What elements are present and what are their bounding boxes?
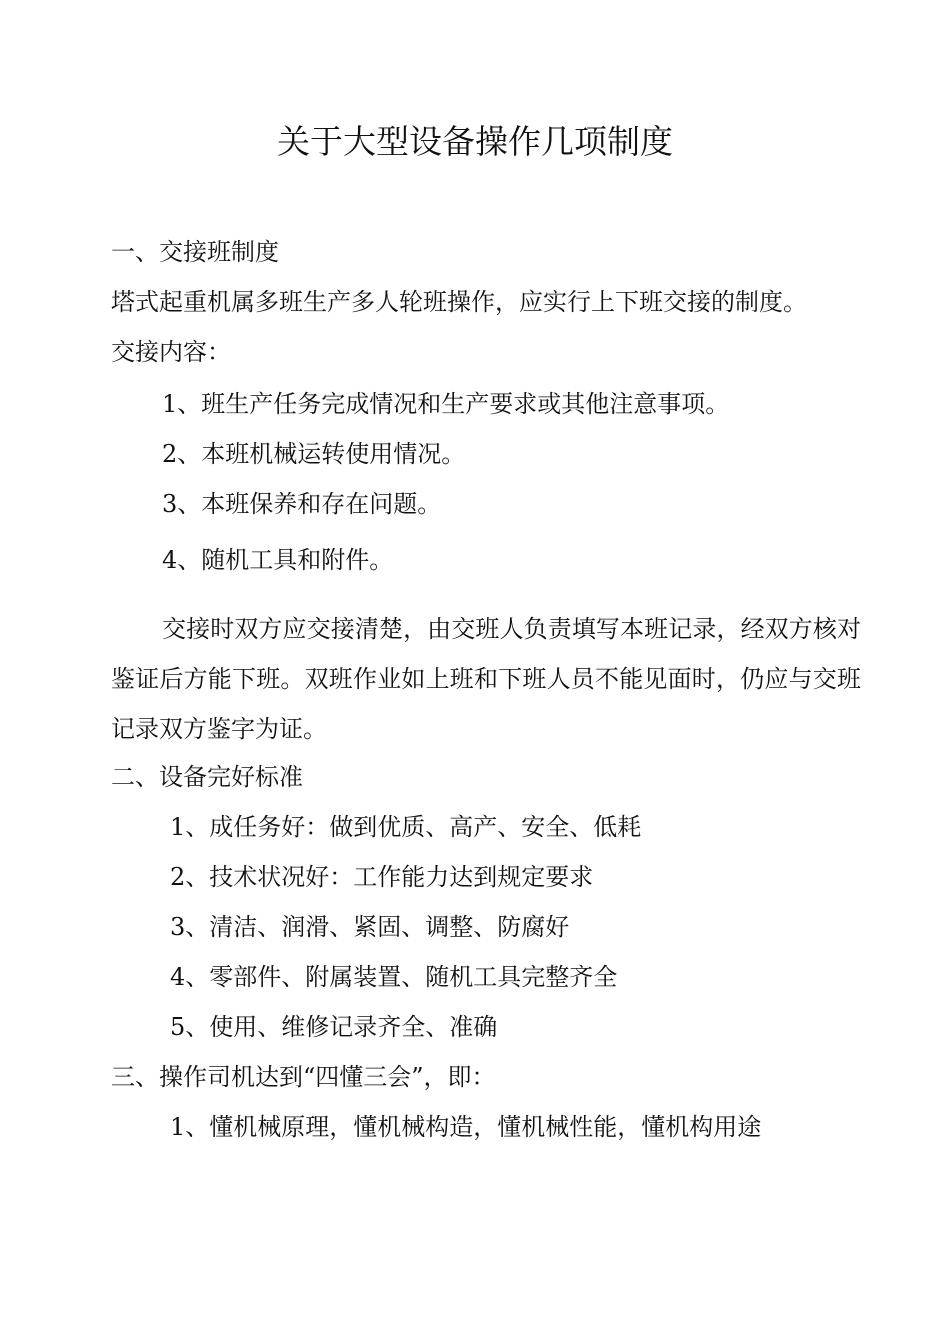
document-title: 关于大型设备操作几项制度 — [277, 122, 673, 161]
section-2-item: 5、使用、维修记录齐全、准确 — [170, 1013, 498, 1041]
section-3-heading: 三、操作司机达到“四懂三会”，即： — [111, 1063, 496, 1091]
section-1-item: 3、本班保养和存在问题。 — [162, 490, 442, 518]
section-2-heading: 二、设备完好标准 — [111, 763, 303, 791]
section-2-item: 2、技术状况好：工作能力达到规定要求 — [170, 863, 594, 891]
section-1-item: 1、班生产任务完成情况和生产要求或其他注意事项。 — [162, 390, 730, 418]
section-2-item: 1、成任务好：做到优质、高产、安全、低耗 — [170, 813, 642, 841]
section-1-content-label: 交接内容： — [111, 338, 231, 366]
section-1-item: 4、随机工具和附件。 — [162, 546, 394, 574]
section-1-heading: 一、交接班制度 — [111, 238, 279, 266]
section-1-intro: 塔式起重机属多班生产多人轮班操作，应实行上下班交接的制度。 — [111, 288, 807, 316]
section-1-item: 2、本班机械运转使用情况。 — [162, 440, 466, 468]
section-2-item: 4、零部件、附属装置、随机工具完整齐全 — [170, 963, 618, 991]
section-2-item: 3、清洁、润滑、紧固、调整、防腐好 — [170, 913, 570, 941]
section-3-item: 1、懂机械原理，懂机械构造，懂机械性能，懂机构用途 — [170, 1113, 762, 1141]
section-1-paragraph: 交接时双方应交接清楚，由交班人负责填写本班记录，经双方核对鉴证后方能下班。双班作业如上班和下班人员不能见面时，仍应与交班记录双方鉴字为证。 — [111, 615, 861, 743]
